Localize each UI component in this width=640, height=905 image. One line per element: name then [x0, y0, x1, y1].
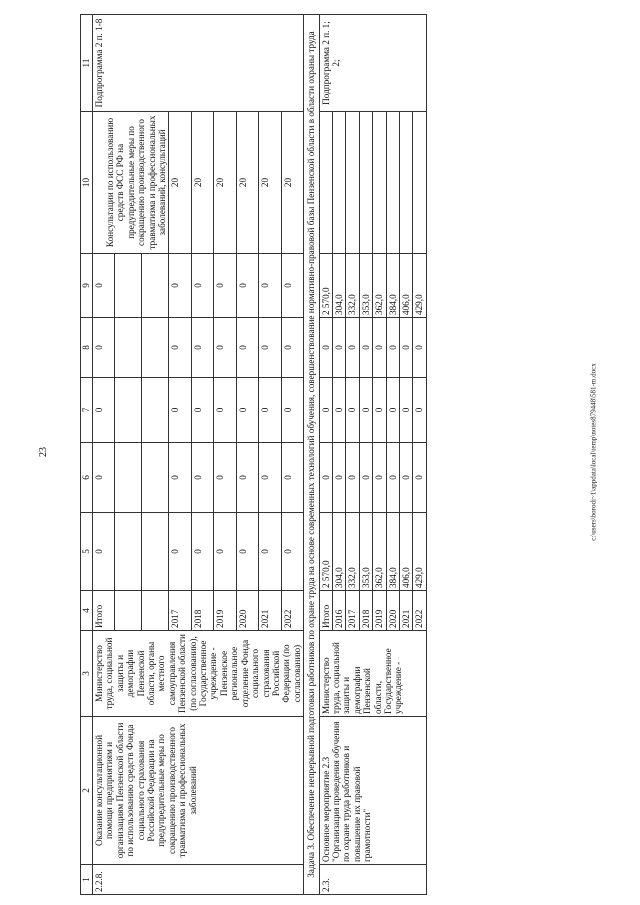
- reference-cell: Подпрограмма 2 п. 1-8: [93, 15, 304, 112]
- indicator-value: 20: [169, 112, 191, 254]
- value-cell: 384,0: [386, 254, 399, 318]
- indicator-value: 20: [236, 112, 258, 254]
- col-header-4: 4: [81, 591, 93, 631]
- executor-text: Государственное учреждение - Пензенское региональное отделение Фонда социального страхования Российской Федерации (по согласованию): [198, 639, 302, 708]
- indicator-value: [399, 112, 412, 254]
- value-cell: 0: [346, 318, 359, 378]
- value-cell: 0: [93, 443, 115, 513]
- value-cell: 0: [93, 513, 115, 591]
- year-cell: 2019: [214, 591, 236, 631]
- value-cell: 362,0: [373, 513, 386, 591]
- col-header-2: 2: [81, 717, 93, 865]
- value-cell: 0: [191, 318, 213, 378]
- year-cell: 2020: [386, 591, 399, 631]
- value-cell: 0: [373, 378, 386, 443]
- value-cell: 406,0: [399, 254, 412, 318]
- year-cell: Итого: [319, 591, 332, 631]
- value-cell: 0: [399, 378, 412, 443]
- row-number: 2.3.: [319, 865, 426, 895]
- value-cell: 353,0: [359, 513, 372, 591]
- year-cell: 2020: [236, 591, 258, 631]
- col-header-7: 7: [81, 378, 93, 443]
- value-cell: 0: [319, 318, 332, 378]
- table-row: [319, 15, 332, 895]
- value-cell: 0: [259, 254, 281, 318]
- value-cell: 0: [214, 443, 236, 513]
- value-cell: 0: [236, 318, 258, 378]
- value-cell: 429,0: [413, 254, 426, 318]
- value-cell: 353,0: [359, 254, 372, 318]
- value-cell: 0: [399, 318, 412, 378]
- indicator-value: [386, 112, 399, 254]
- value-cell: 0: [169, 254, 191, 318]
- executor-text: Министерство труда, социальной защиты и демографии Пензенской области, органы местного самоуправления Пензенской области (по согласованию),: [94, 634, 198, 713]
- value-cell: 332,0: [346, 254, 359, 318]
- col-header-3: 3: [81, 631, 93, 717]
- indicator-name: Консультации по использованию средств ФСС РФ на предупредительные меры по сокращению производственного травматизма и профессиональных заболеваний, консультаций: [93, 112, 169, 254]
- measure-name: Оказание консультационной помощи предприятиям и организациям Пензенской области по использованию средств Фонда социального страхования Российской Федерации на предупредительные меры по сокращению производственного травматизма и профессиональных заболеваний: [93, 717, 304, 865]
- indicator-value: [359, 112, 372, 254]
- year-cell: 2022: [413, 591, 426, 631]
- value-cell: 0: [214, 254, 236, 318]
- value-cell: 304,0: [332, 513, 345, 591]
- value-cell: 0: [319, 443, 332, 513]
- year-cell: Итого: [93, 591, 115, 631]
- page-number: 23: [38, 447, 49, 457]
- value-cell: 0: [236, 254, 258, 318]
- value-cell: 0: [359, 378, 372, 443]
- measure-name: Основное мероприятие 2.3 "Организация проведения обучения по охране труда работников и повышение их правовой грамотности": [319, 717, 426, 865]
- executor-cell: [93, 631, 304, 717]
- value-cell: 332,0: [346, 513, 359, 591]
- value-cell: 0: [169, 513, 191, 591]
- value-cell: 0: [259, 318, 281, 378]
- value-cell: 0: [386, 443, 399, 513]
- value-cell: 0: [359, 443, 372, 513]
- value-cell: 0: [281, 443, 304, 513]
- value-cell: 304,0: [332, 254, 345, 318]
- value-cell: 0: [413, 378, 426, 443]
- year-cell: 2019: [373, 591, 386, 631]
- col-header-1: 1: [81, 865, 93, 895]
- table-row: [93, 15, 115, 895]
- value-cell: 406,0: [399, 513, 412, 591]
- value-cell: 0: [236, 513, 258, 591]
- value-cell: 0: [169, 378, 191, 443]
- task-heading: Задача 3. Обеспечение непрерывной подготовки работников по охране труда на основе современных технологий обучения, совершенствование нормативно-правовой базы Пензенской области в области охраны труда: [304, 15, 319, 895]
- value-cell: 2 570,0: [319, 513, 332, 591]
- value-cell: 0: [191, 513, 213, 591]
- year-cell: 2021: [399, 591, 412, 631]
- value-cell: 0: [93, 254, 115, 318]
- reference-cell: Подпрограмма 2 п. 1; 2;: [319, 15, 426, 112]
- program-measures-table: [80, 14, 427, 895]
- value-cell: 384,0: [386, 513, 399, 591]
- column-number-row: [81, 15, 93, 895]
- value-cell: 0: [281, 254, 304, 318]
- value-cell: 0: [386, 378, 399, 443]
- value-cell: 0: [281, 378, 304, 443]
- value-cell: 0: [259, 378, 281, 443]
- year-cell: 2016: [332, 591, 345, 631]
- value-cell: 0: [236, 443, 258, 513]
- value-cell: 0: [332, 318, 345, 378]
- value-cell: 0: [93, 318, 115, 378]
- value-cell: 0: [259, 443, 281, 513]
- value-cell: 0: [332, 443, 345, 513]
- value-cell: 0: [373, 318, 386, 378]
- indicator-value: [319, 112, 332, 254]
- rotated-table-area: [80, 15, 580, 895]
- value-cell: 0: [373, 443, 386, 513]
- col-header-9: 9: [81, 254, 93, 318]
- year-cell: 2022: [281, 591, 304, 631]
- value-cell: 0: [386, 318, 399, 378]
- value-cell: 0: [191, 254, 213, 318]
- indicator-value: 20: [191, 112, 213, 254]
- value-cell: 0: [281, 513, 304, 591]
- value-cell: 0: [319, 378, 332, 443]
- value-cell: 0: [236, 378, 258, 443]
- value-cell: 2 570,0: [319, 254, 332, 318]
- value-cell: 429,0: [413, 513, 426, 591]
- value-cell: 0: [169, 318, 191, 378]
- value-cell: 0: [346, 443, 359, 513]
- indicator-value: 20: [259, 112, 281, 254]
- value-cell: 0: [413, 318, 426, 378]
- value-cell: 0: [191, 378, 213, 443]
- value-cell: 362,0: [373, 254, 386, 318]
- value-cell: 0: [214, 318, 236, 378]
- executor-text: Министерство труда, социальной защиты и демографии Пензенской области, Государственное учреждение -: [319, 631, 426, 717]
- year-cell: 2017: [346, 591, 359, 631]
- value-cell: 0: [399, 443, 412, 513]
- value-cell: 0: [346, 378, 359, 443]
- year-cell: 2018: [359, 591, 372, 631]
- indicator-value: [346, 112, 359, 254]
- col-header-11: 11: [81, 15, 93, 112]
- indicator-value: 20: [214, 112, 236, 254]
- value-cell: 0: [413, 443, 426, 513]
- value-cell: 0: [259, 513, 281, 591]
- col-header-6: 6: [81, 443, 93, 513]
- footer-file-path: c:\users\borodi~1\appdata\local\temp\notes879448\581-m.docx: [589, 363, 598, 541]
- value-cell: 0: [281, 318, 304, 378]
- value-cell: 0: [332, 378, 345, 443]
- value-cell: 0: [214, 513, 236, 591]
- col-header-8: 8: [81, 318, 93, 378]
- indicator-value: [332, 112, 345, 254]
- year-cell: 2021: [259, 591, 281, 631]
- value-cell: 0: [214, 378, 236, 443]
- indicator-value: 20: [281, 112, 304, 254]
- indicator-value: [413, 112, 426, 254]
- col-header-5: 5: [81, 513, 93, 591]
- value-cell: 0: [93, 378, 115, 443]
- task-row: [304, 15, 319, 895]
- value-cell: 0: [169, 443, 191, 513]
- indicator-value: [373, 112, 386, 254]
- row-number: 2.2.8.: [93, 865, 304, 895]
- year-cell: 2018: [191, 591, 213, 631]
- col-header-10: 10: [81, 112, 93, 254]
- value-cell: 0: [191, 443, 213, 513]
- year-cell: 2017: [169, 591, 191, 631]
- value-cell: 0: [359, 318, 372, 378]
